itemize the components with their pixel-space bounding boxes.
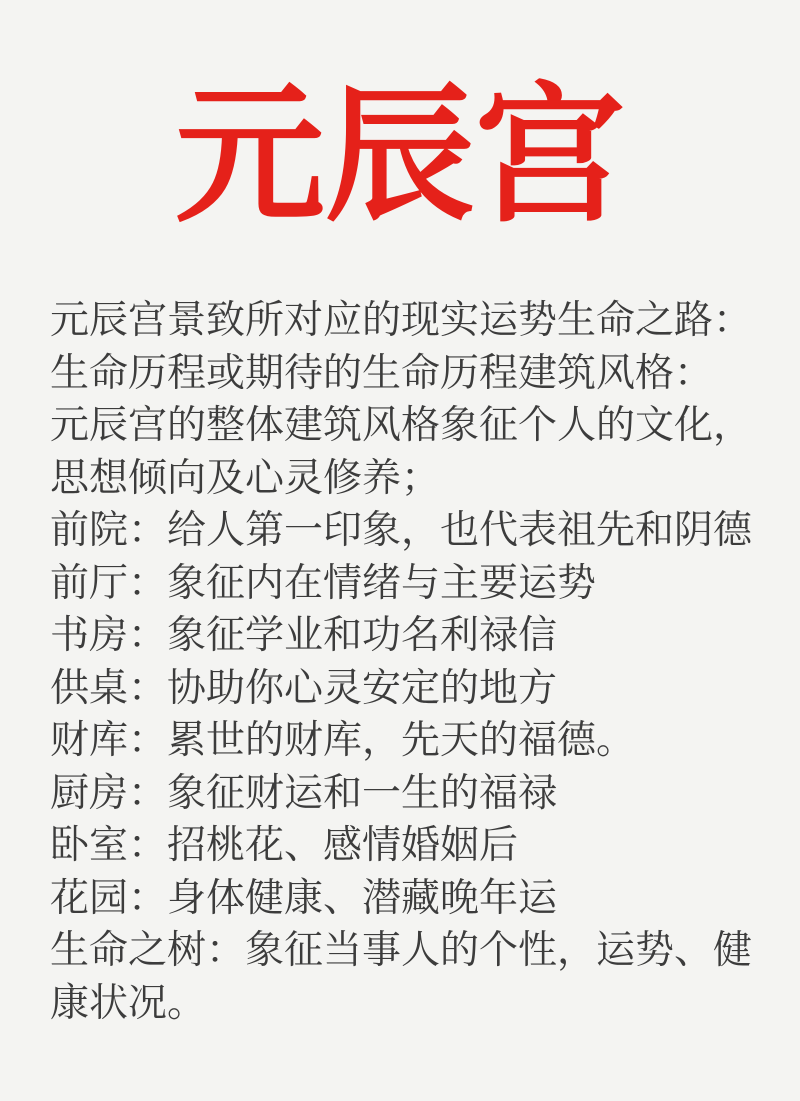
body-line: 卧室：招桃花、感情婚姻后	[50, 824, 519, 867]
body-line: 厨房：象征财运和一生的福禄	[50, 771, 558, 815]
body-line: 康状况。	[50, 981, 207, 1025]
body-line: 前厅：象征内在情绪与主要运势	[50, 561, 597, 605]
body-line: 财库：累世的财库，先天的福德。	[50, 719, 636, 762]
body-line: 思想倾向及心灵修养；	[50, 456, 441, 500]
body-line: 元辰宫的整体建筑风格象征个人的文化，	[50, 404, 753, 447]
body-line: 书房：象征学业和功名利禄信	[50, 614, 558, 657]
page-title: 元辰宫	[174, 71, 625, 239]
body-line: 前院：给人第一印象，也代表祖先和阴德	[50, 509, 753, 552]
body-line: 元辰宫景致所对应的现实运势生命之路：	[50, 299, 753, 342]
body-line: 生命之树：象征当事人的个性，运势、健	[50, 929, 753, 972]
body-line: 花园：身体健康、潜藏晚年运	[50, 876, 558, 920]
body-text-block	[0, 295, 800, 1030]
body-line: 生命历程或期待的生命历程建筑风格：	[50, 351, 714, 395]
body-line: 供桌：协助你心灵安定的地方	[50, 666, 558, 710]
